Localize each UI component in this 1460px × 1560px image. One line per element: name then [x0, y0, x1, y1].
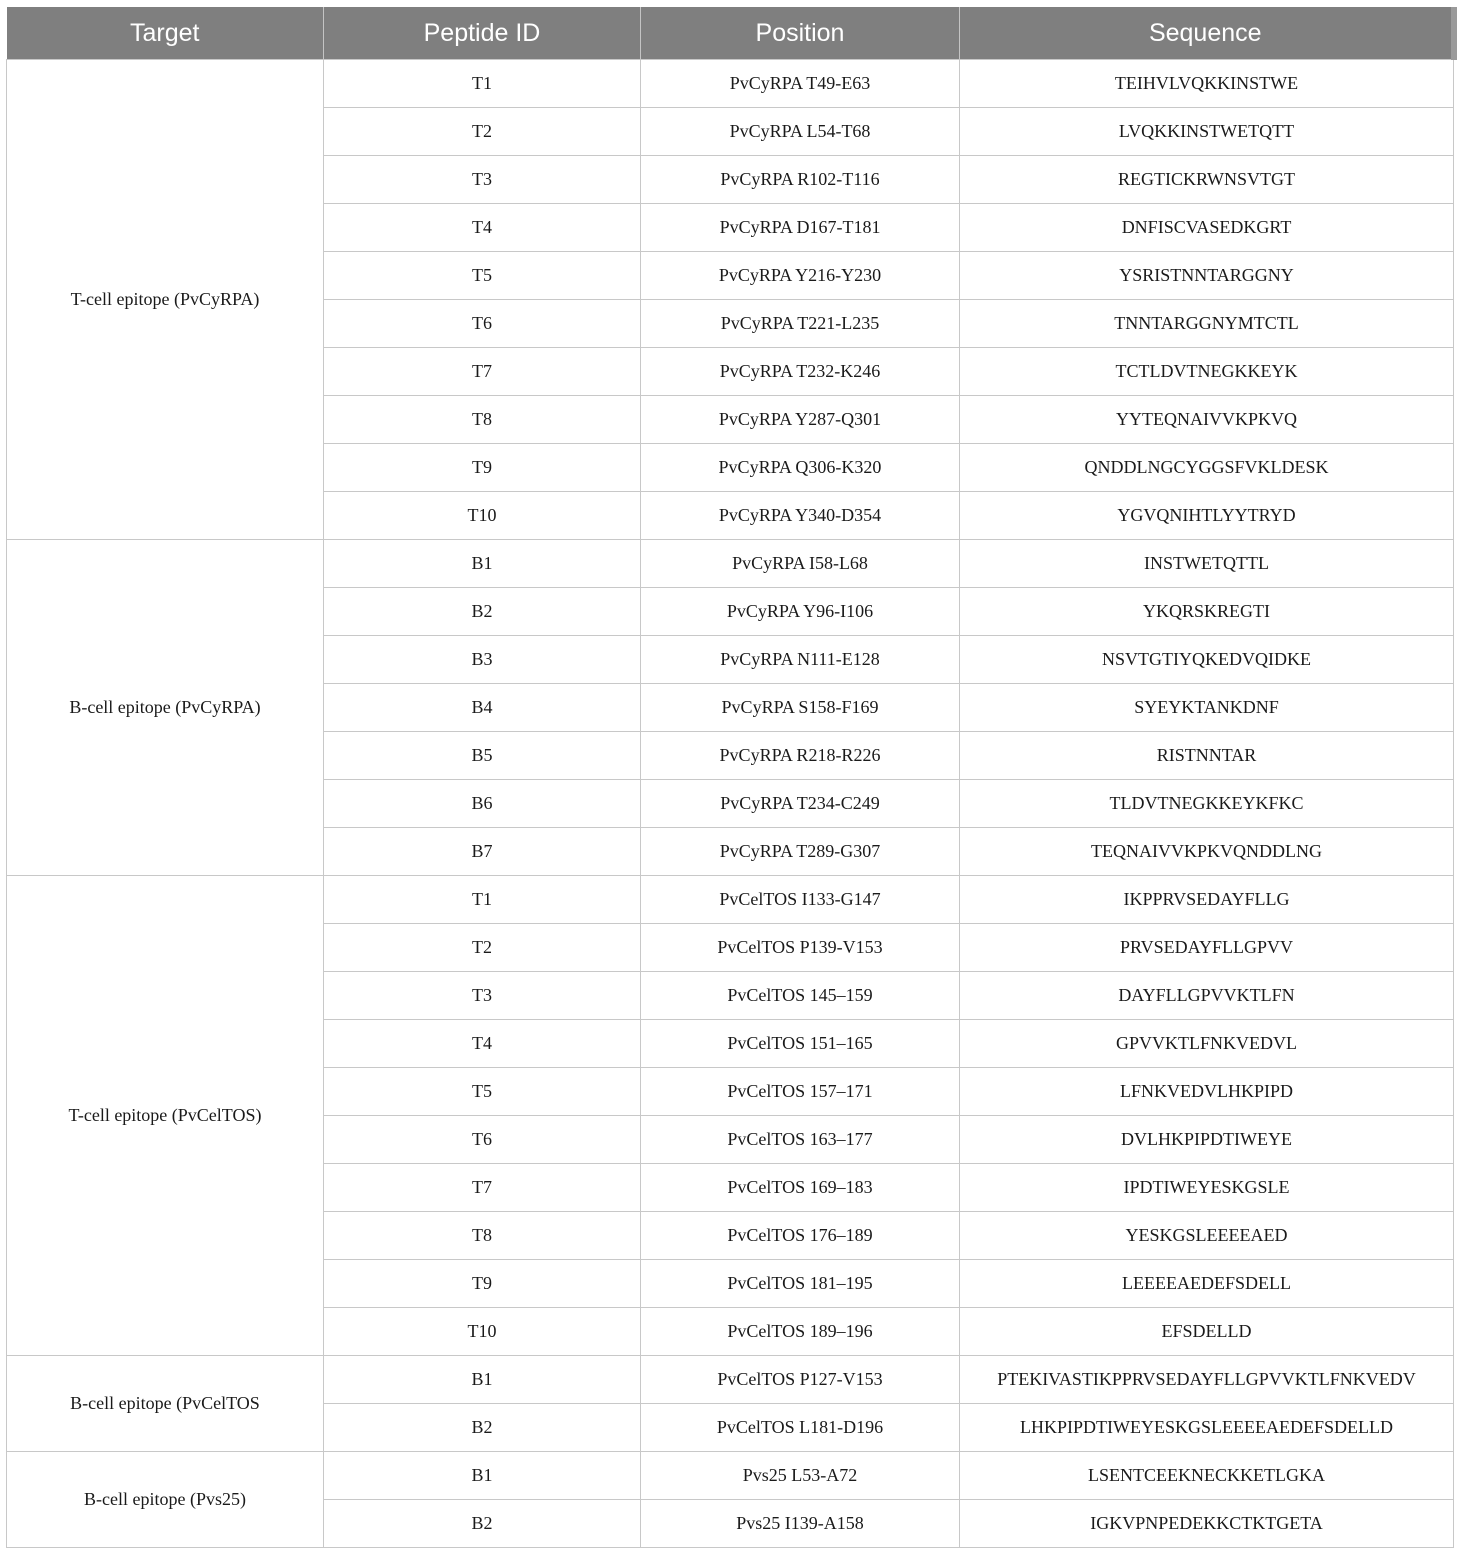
position-cell: PvCyRPA T221-L235 — [641, 300, 960, 348]
position-cell: PvCyRPA T289-G307 — [641, 828, 960, 876]
peptide-id-cell: T4 — [324, 204, 641, 252]
peptide-id-cell: B3 — [324, 636, 641, 684]
sequence-cell: TEIHVLVQKKINSTWE — [960, 60, 1454, 108]
position-cell: PvCyRPA D167-T181 — [641, 204, 960, 252]
epitope-table — [6, 7, 1457, 1548]
peptide-id-cell: T9 — [324, 444, 641, 492]
position-cell: PvCelTOS I133-G147 — [641, 876, 960, 924]
sequence-cell: TEQNAIVVKPKVQNDDLNG — [960, 828, 1454, 876]
peptide-id-cell: T3 — [324, 972, 641, 1020]
sequence-cell: LHKPIPDTIWEYESKGSLEEEEAEDEFSDELLD — [960, 1404, 1454, 1452]
table-container — [6, 7, 1453, 1548]
sequence-cell: IPDTIWEYESKGSLE — [960, 1164, 1454, 1212]
table-body — [7, 60, 1454, 1548]
sequence-cell: YKQRSKREGTI — [960, 588, 1454, 636]
peptide-id-cell: T5 — [324, 252, 641, 300]
peptide-id-cell: B2 — [324, 1500, 641, 1548]
position-cell: PvCelTOS P139-V153 — [641, 924, 960, 972]
peptide-id-cell: T3 — [324, 156, 641, 204]
target-cell: B-cell epitope (Pvs25) — [7, 1452, 324, 1548]
header-position: Position — [641, 7, 960, 60]
position-cell: PvCelTOS 181–195 — [641, 1260, 960, 1308]
peptide-id-cell: B6 — [324, 780, 641, 828]
table-row — [7, 876, 1454, 924]
peptide-id-cell: T6 — [324, 1116, 641, 1164]
peptide-id-cell: T6 — [324, 300, 641, 348]
header-sequence: Sequence — [960, 7, 1454, 60]
sequence-cell: DNFISCVASEDKGRT — [960, 204, 1454, 252]
peptide-id-cell: T5 — [324, 1068, 641, 1116]
peptide-id-cell: B1 — [324, 1356, 641, 1404]
position-cell: PvCelTOS L181-D196 — [641, 1404, 960, 1452]
position-cell: PvCelTOS 151–165 — [641, 1020, 960, 1068]
peptide-id-cell: B1 — [324, 540, 641, 588]
peptide-id-cell: B5 — [324, 732, 641, 780]
position-cell: PvCyRPA T49-E63 — [641, 60, 960, 108]
sequence-cell: YESKGSLEEEEAED — [960, 1212, 1454, 1260]
position-cell: PvCelTOS P127-V153 — [641, 1356, 960, 1404]
position-cell: Pvs25 L53-A72 — [641, 1452, 960, 1500]
peptide-id-cell: B1 — [324, 1452, 641, 1500]
target-cell: T-cell epitope (PvCyRPA) — [7, 60, 324, 540]
position-cell: PvCyRPA L54-T68 — [641, 108, 960, 156]
peptide-id-cell: T1 — [324, 60, 641, 108]
position-cell: PvCyRPA Y216-Y230 — [641, 252, 960, 300]
sequence-cell: RISTNNTAR — [960, 732, 1454, 780]
position-cell: PvCyRPA T232-K246 — [641, 348, 960, 396]
peptide-id-cell: B2 — [324, 1404, 641, 1452]
sequence-cell: LEEEEAEDEFSDELL — [960, 1260, 1454, 1308]
position-cell: PvCyRPA I58-L68 — [641, 540, 960, 588]
table-header — [7, 7, 1454, 60]
sequence-cell: YYTEQNAIVVKPKVQ — [960, 396, 1454, 444]
peptide-id-cell: T4 — [324, 1020, 641, 1068]
peptide-id-cell: T7 — [324, 348, 641, 396]
position-cell: PvCyRPA R102-T116 — [641, 156, 960, 204]
peptide-id-cell: T2 — [324, 924, 641, 972]
peptide-id-cell: T2 — [324, 108, 641, 156]
sequence-cell: TNNTARGGNYMTCTL — [960, 300, 1454, 348]
position-cell: PvCelTOS 145–159 — [641, 972, 960, 1020]
header-target: Target — [7, 7, 324, 60]
sequence-cell: PTEKIVASTIKPPRVSEDAYFLLGPVVKTLFNKVEDV — [960, 1356, 1454, 1404]
peptide-id-cell: T9 — [324, 1260, 641, 1308]
sequence-cell: SYEYKTANKDNF — [960, 684, 1454, 732]
sequence-cell: YGVQNIHTLYYTRYD — [960, 492, 1454, 540]
sequence-cell: DAYFLLGPVVKTLFN — [960, 972, 1454, 1020]
sequence-cell: GPVVKTLFNKVEDVL — [960, 1020, 1454, 1068]
sequence-cell: TLDVTNEGKKEYKFKC — [960, 780, 1454, 828]
sequence-cell: INSTWETQTTL — [960, 540, 1454, 588]
sequence-cell: LFNKVEDVLHKPIPD — [960, 1068, 1454, 1116]
peptide-id-cell: T7 — [324, 1164, 641, 1212]
position-cell: PvCyRPA T234-C249 — [641, 780, 960, 828]
peptide-id-cell: B2 — [324, 588, 641, 636]
sequence-cell: DVLHKPIPDTIWEYE — [960, 1116, 1454, 1164]
position-cell: PvCelTOS 163–177 — [641, 1116, 960, 1164]
peptide-id-cell: T1 — [324, 876, 641, 924]
sequence-cell: LSENTCEEKNECKKETLGKA — [960, 1452, 1454, 1500]
target-cell: B-cell epitope (PvCelTOS — [7, 1356, 324, 1452]
peptide-id-cell: B7 — [324, 828, 641, 876]
peptide-id-cell: T8 — [324, 1212, 641, 1260]
table-row — [7, 1452, 1454, 1500]
position-cell: PvCelTOS 189–196 — [641, 1308, 960, 1356]
header-row — [7, 7, 1454, 60]
position-cell: PvCyRPA N111-E128 — [641, 636, 960, 684]
sequence-cell: IKPPRVSEDAYFLLG — [960, 876, 1454, 924]
table-row — [7, 540, 1454, 588]
header-peptide-id: Peptide ID — [324, 7, 641, 60]
position-cell: PvCelTOS 157–171 — [641, 1068, 960, 1116]
sequence-cell: IGKVPNPEDEKKCTKTGETA — [960, 1500, 1454, 1548]
position-cell: PvCyRPA Y340-D354 — [641, 492, 960, 540]
position-cell: Pvs25 I139-A158 — [641, 1500, 960, 1548]
peptide-id-cell: T8 — [324, 396, 641, 444]
target-cell: B-cell epitope (PvCyRPA) — [7, 540, 324, 876]
peptide-id-cell: T10 — [324, 1308, 641, 1356]
peptide-id-cell: B4 — [324, 684, 641, 732]
position-cell: PvCyRPA R218-R226 — [641, 732, 960, 780]
position-cell: PvCyRPA Q306-K320 — [641, 444, 960, 492]
sequence-cell: REGTICKRWNSVTGT — [960, 156, 1454, 204]
sequence-cell: LVQKKINSTWETQTT — [960, 108, 1454, 156]
target-cell: T-cell epitope (PvCelTOS) — [7, 876, 324, 1356]
position-cell: PvCelTOS 176–189 — [641, 1212, 960, 1260]
table-row — [7, 1356, 1454, 1404]
sequence-cell: EFSDELLD — [960, 1308, 1454, 1356]
position-cell: PvCyRPA Y287-Q301 — [641, 396, 960, 444]
position-cell: PvCyRPA S158-F169 — [641, 684, 960, 732]
sequence-cell: PRVSEDAYFLLGPVV — [960, 924, 1454, 972]
position-cell: PvCelTOS 169–183 — [641, 1164, 960, 1212]
position-cell: PvCyRPA Y96-I106 — [641, 588, 960, 636]
peptide-id-cell: T10 — [324, 492, 641, 540]
sequence-cell: YSRISTNNTARGGNY — [960, 252, 1454, 300]
sequence-cell: QNDDLNGCYGGSFVKLDESK — [960, 444, 1454, 492]
sequence-cell: TCTLDVTNEGKKEYK — [960, 348, 1454, 396]
sequence-cell: NSVTGTIYQKEDVQIDKE — [960, 636, 1454, 684]
table-row — [7, 60, 1454, 108]
